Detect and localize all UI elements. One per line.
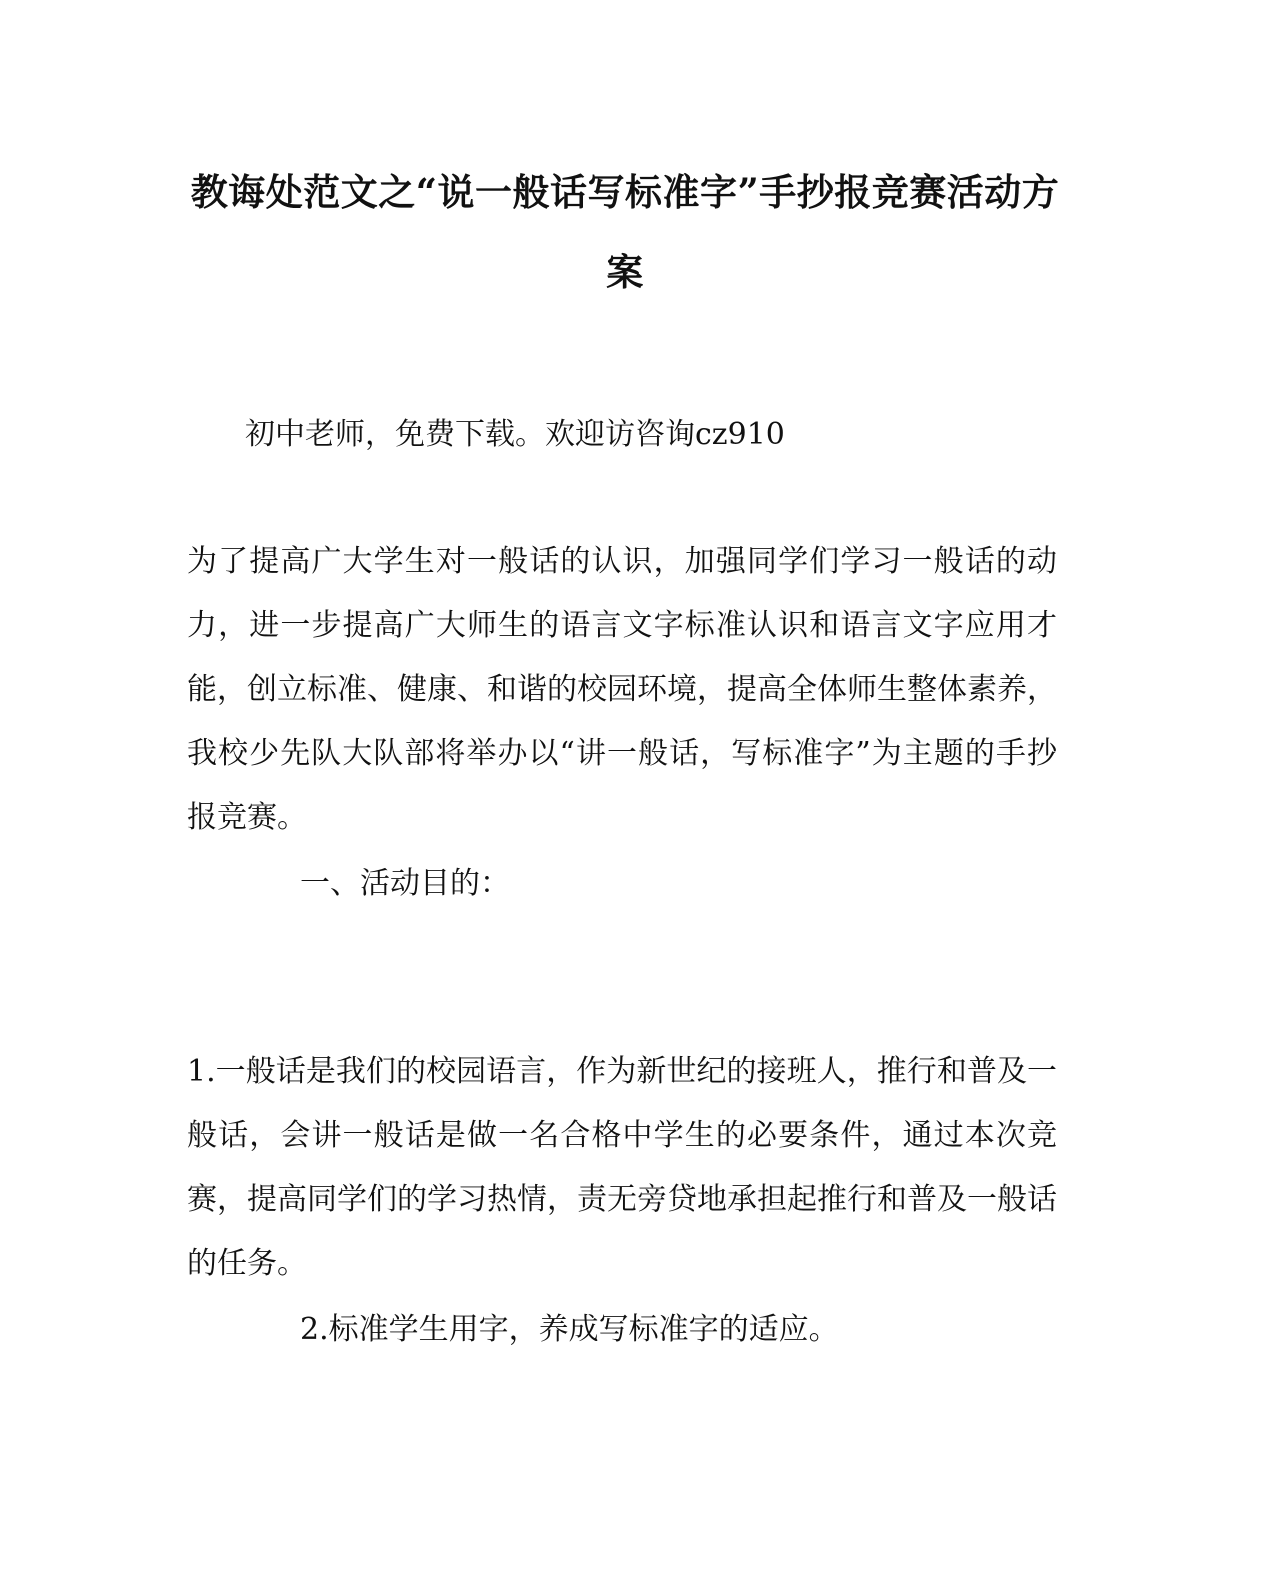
document-title: 教诲处范文之“说一般话写标准字”手抄报竞赛活动方案 (190, 170, 1060, 294)
section-heading-purpose: 一、活动目的： (300, 866, 510, 901)
purpose-item-1: 1.一般话是我们的校园语言，作为新世纪的接班人，推行和普及一般话，会讲一般话是做一名合格中学生的必要条件，通过本次竞赛，提高同学们的学习热情，责无旁贷地承担起推行和普及一般话的任务。 (187, 1054, 1057, 1281)
intro-paragraph: 为了提高广大学生对一般话的认识，加强同学们学习一般话的动力，进一步提高广大师生的语言文字标准认识和语言文字应用才能，创立标准、健康、和谐的校园环境，提高全体师生整体素养，我校少先队大队部将举办以“讲一般话，写标准字”为主题的手抄报竞赛。 (187, 544, 1057, 835)
purpose-item-2: 2.标准学生用字，养成写标准字的适应。 (300, 1312, 839, 1347)
intro-line: 初中老师，免费下载。欢迎访咨询cz910 (245, 417, 785, 452)
